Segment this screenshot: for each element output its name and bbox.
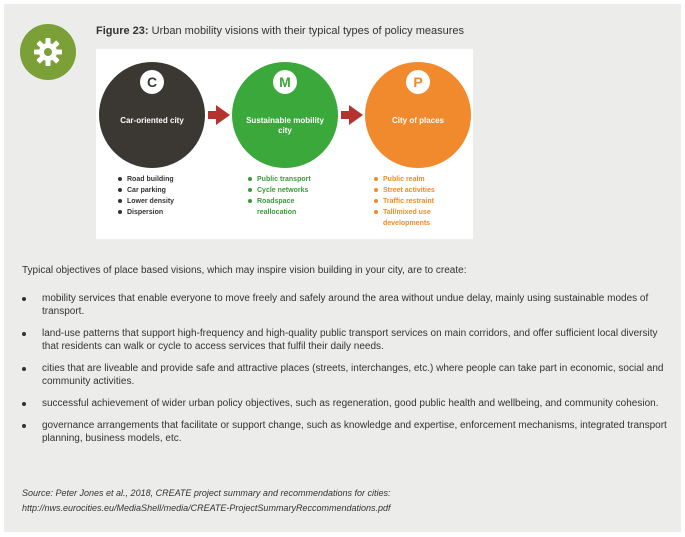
arrow-1 bbox=[216, 105, 230, 125]
measure-item: Cycle networks bbox=[248, 185, 328, 196]
figure-title: Urban mobility visions with their typical types of policy measures bbox=[151, 25, 465, 37]
city-of-places-measures bbox=[374, 174, 460, 229]
objective-item: mobility services that enable everyone to move freely and safely around the area without undue delay, mainly using sustainable modes of transport. bbox=[22, 292, 670, 318]
sustainable-measures bbox=[248, 174, 328, 218]
measure-item: Public realm bbox=[374, 174, 460, 185]
measure-item: Street activities bbox=[374, 185, 460, 196]
circle-name-sustainable: Sustainable mobility city bbox=[246, 116, 324, 135]
objective-item: land-use patterns that support high-frequency and high-quality public transport services on main corridors, and offer sufficient local diversity that residents can walk or cycle to access services that fulfil their daily needs. bbox=[22, 327, 670, 353]
objective-item: successful achievement of wider urban policy objectives, such as regeneration, good public health and wellbeing, and community cohesion. bbox=[22, 397, 670, 410]
measure-item: Tall/mixed use developments bbox=[374, 207, 460, 229]
circle-letter-c: C bbox=[140, 70, 164, 94]
objective-item: governance arrangements that facilitate or support change, such as knowledge and expertise, enforcement mechanisms, integrated transport planning, business models, etc. bbox=[22, 419, 670, 445]
gear-badge bbox=[20, 24, 76, 80]
figure-caption bbox=[96, 25, 464, 37]
measure-item: Car parking bbox=[118, 185, 174, 196]
measure-item: Public transport bbox=[248, 174, 328, 185]
measure-item: Dispersion bbox=[118, 207, 174, 218]
source-url[interactable]: http://nws.eurocities.eu/MediaShell/media/CREATE-ProjectSummaryReccommendations.pdf bbox=[22, 503, 391, 513]
city-of-places-circle bbox=[365, 62, 471, 168]
circle-name-car-oriented: Car-oriented city bbox=[120, 116, 184, 125]
circle-name-city-of-places: City of places bbox=[391, 116, 444, 125]
source-line-1: Source: Peter Jones et al., 2018, CREATE project summary and recommendations for cities: bbox=[22, 488, 391, 498]
sustainable-mobility-circle bbox=[232, 62, 338, 168]
mobility-visions-figure bbox=[96, 49, 473, 239]
arrow-2-stem bbox=[341, 111, 349, 119]
objectives-list bbox=[22, 292, 670, 454]
circle-letter-m: M bbox=[273, 70, 297, 94]
circle-letter-p: P bbox=[406, 70, 430, 94]
gear-icon bbox=[33, 37, 63, 67]
objective-item: cities that are liveable and provide safe and attractive places (streets, interchanges, etc.) where people can take part in economic, social and community activities. bbox=[22, 362, 670, 388]
car-oriented-circle bbox=[99, 62, 205, 168]
measure-item: Roadspace reallocation bbox=[248, 196, 328, 218]
intro-text: Typical objectives of place based visions, which may inspire vision building in your city, are to create: bbox=[22, 265, 467, 276]
measure-item: Road building bbox=[118, 174, 174, 185]
source-citation bbox=[22, 486, 391, 516]
measure-item: Lower density bbox=[118, 196, 174, 207]
arrow-1-stem bbox=[208, 111, 216, 119]
measure-item: Traffic restraint bbox=[374, 196, 460, 207]
car-oriented-measures bbox=[118, 174, 174, 218]
figure-label: Figure 23: bbox=[96, 25, 149, 37]
arrow-2 bbox=[349, 105, 363, 125]
